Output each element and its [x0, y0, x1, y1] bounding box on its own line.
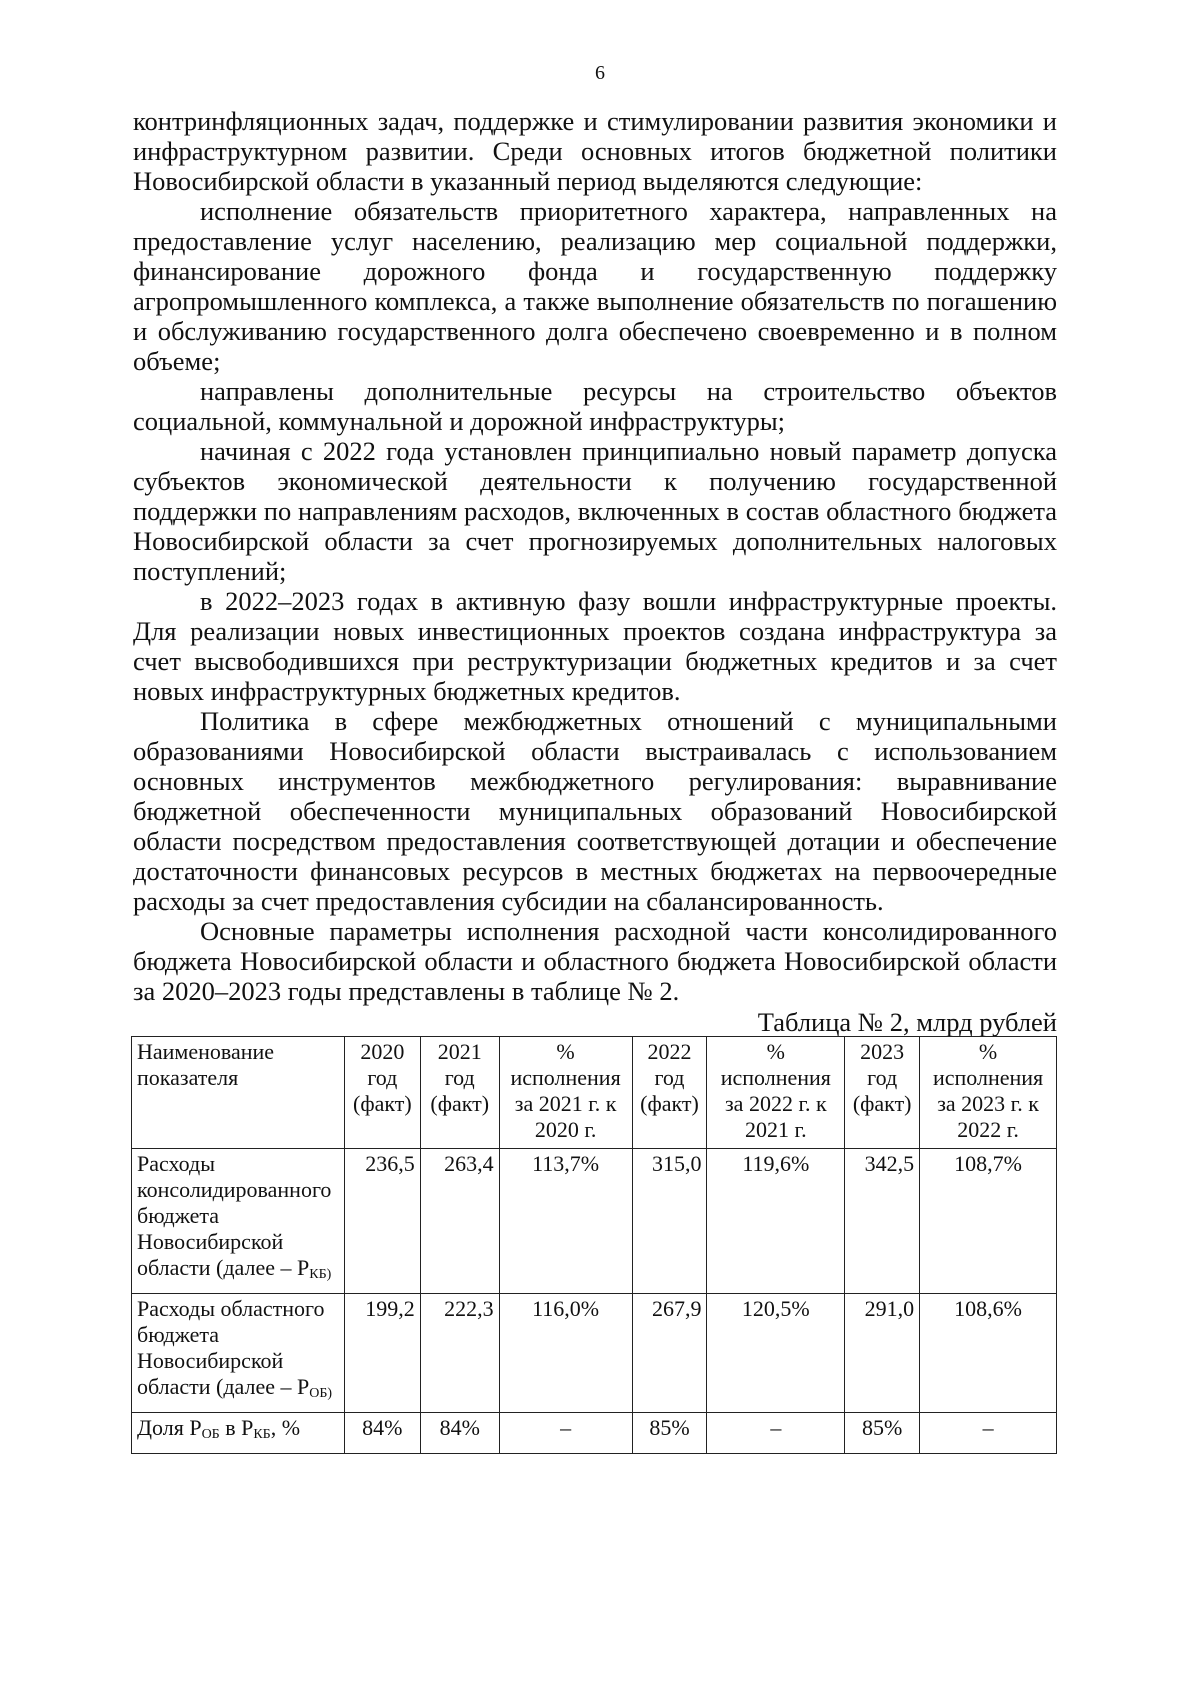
table-cell: 113,7% [499, 1149, 632, 1294]
table-cell: 84% [344, 1413, 420, 1454]
table-row [132, 1413, 1057, 1454]
table-cell: 222,3 [420, 1294, 499, 1413]
row-label [132, 1413, 345, 1454]
table-header-cell: 2023 год (факт) [845, 1037, 920, 1149]
table-cell: 85% [632, 1413, 707, 1454]
table-header-cell: % исполнения за 2021 г. к 2020 г. [499, 1037, 632, 1149]
table-cell: 291,0 [845, 1294, 920, 1413]
row-label-text: , % [270, 1415, 301, 1440]
paragraph: контринфляционных задач, поддержке и стимулировании развития экономики и инфраструктурном развитии. Среди основных итогов бюджетной политики Новосибирской области в указанный период выделяются следующие: [133, 106, 1057, 196]
row-label [132, 1294, 345, 1413]
table-header-cell: Наименование показателя [132, 1037, 345, 1149]
row-label-subscript: ОБ) [309, 1386, 333, 1401]
row-label [132, 1149, 345, 1294]
table-cell: 84% [420, 1413, 499, 1454]
table-row [132, 1294, 1057, 1413]
table-header-cell: 2020 год (факт) [344, 1037, 420, 1149]
row-label-text: Доля Р [137, 1415, 202, 1440]
table-cell: 120,5% [707, 1294, 845, 1413]
row-label-text: Расходы областного бюджета Новосибирской области (далее – Р [137, 1296, 325, 1399]
row-label-subscript: КБ) [309, 1267, 332, 1282]
paragraph: исполнение обязательств приоритетного характера, направленных на предоставление услуг населению, реализацию мер социальной поддержки, финансирование дорожного фонда и государственную поддержку агропромышленного комплекса, а также выполнение обязательств по погашению и обслуживанию государственного долга обеспечено своевременно и в полном объеме; [133, 196, 1057, 376]
table-cell: 108,6% [920, 1294, 1057, 1413]
body-text [133, 106, 1057, 1006]
table-row [132, 1149, 1057, 1294]
table-header-cell: % исполнения за 2023 г. к 2022 г. [920, 1037, 1057, 1149]
table-cell: 108,7% [920, 1149, 1057, 1294]
table-cell: 342,5 [845, 1149, 920, 1294]
table-cell: 236,5 [344, 1149, 420, 1294]
row-label-subscript: ОБ [201, 1427, 220, 1442]
table-header-cell: 2022 год (факт) [632, 1037, 707, 1149]
table-cell: 119,6% [707, 1149, 845, 1294]
table-header-cell: % исполнения за 2022 г. к 2021 г. [707, 1037, 845, 1149]
table-cell: 199,2 [344, 1294, 420, 1413]
table-header-cell: 2021 год (факт) [420, 1037, 499, 1149]
table-cell: – [499, 1413, 632, 1454]
budget-table [131, 1036, 1057, 1454]
table-cell: 85% [845, 1413, 920, 1454]
paragraph: в 2022–2023 годах в активную фазу вошли инфраструктурные проекты. Для реализации новых инвестиционных проектов создана инфраструктура за счет высвободившихся при реструктуризации бюджетных кредитов и за счет новых инфраструктурных бюджетных кредитов. [133, 586, 1057, 706]
page-number: 6 [595, 62, 605, 84]
table-cell: 116,0% [499, 1294, 632, 1413]
paragraph: начиная с 2022 года установлен принципиально новый параметр допуска субъектов экономической деятельности к получению государственной поддержки по направлениям расходов, включенных в состав областного бюджета Новосибирской области за счет прогнозируемых дополнительных налоговых поступлений; [133, 436, 1057, 586]
row-label-text: Расходы консолидированного бюджета Новосибирской области (далее – Р [137, 1151, 332, 1280]
paragraph: Политика в сфере межбюджетных отношений с муниципальными образованиями Новосибирской области выстраивалась с использованием основных инструментов межбюджетного регулирования: выравнивание бюджетной обеспеченности муниципальных образований Новосибирской области посредством предоставления соответствующей дотации и обеспечение достаточности финансовых ресурсов в местных бюджетах на первоочередные расходы за счет предоставления субсидии на сбалансированность. [133, 706, 1057, 916]
paragraph: Основные параметры исполнения расходной части консолидированного бюджета Новосибирской области и областного бюджета Новосибирской области за 2020–2023 годы представлены в таблице № 2. [133, 916, 1057, 1006]
row-label-text: в Р [219, 1415, 254, 1440]
table-cell: 315,0 [632, 1149, 707, 1294]
table-header-row [132, 1037, 1057, 1149]
table-cell: 267,9 [632, 1294, 707, 1413]
paragraph: направлены дополнительные ресурсы на строительство объектов социальной, коммунальной и дорожной инфраструктуры; [133, 376, 1057, 436]
table-cell: – [920, 1413, 1057, 1454]
table-cell: 263,4 [420, 1149, 499, 1294]
row-label-subscript: КБ [253, 1427, 271, 1442]
table-cell: – [707, 1413, 845, 1454]
table-caption: Таблица № 2, млрд рублей [757, 1007, 1057, 1037]
